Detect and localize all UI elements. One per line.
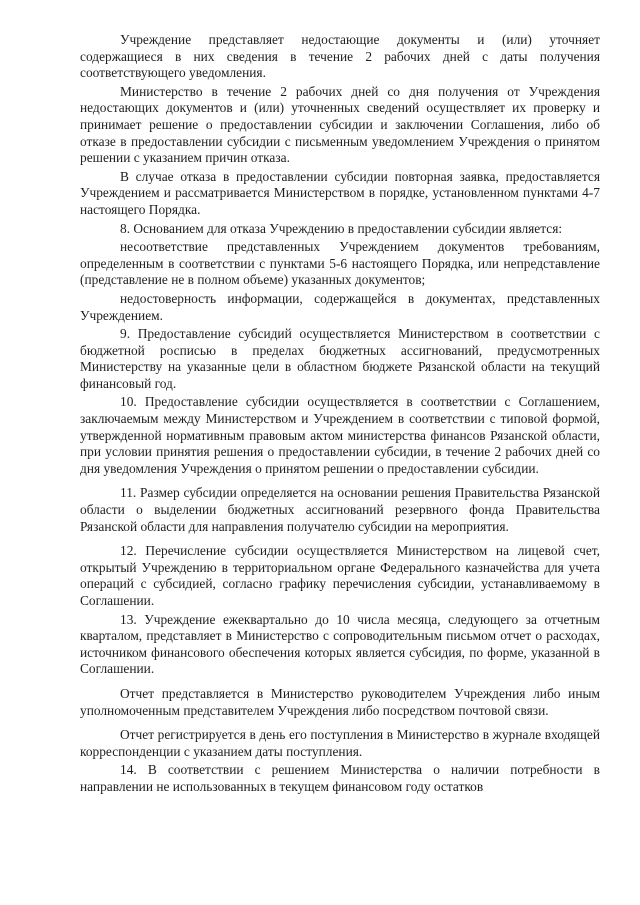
- paragraph-report-submission: Отчет представляется в Министерство руководителем Учреждения либо иным уполномоченным представителем Учреждения либо посредством почтовой связи.: [80, 685, 600, 718]
- paragraph-documents-clarification: Учреждение представляет недостающие документы и (или) уточняет содержащиеся в них сведения в течение 2 рабочих дней с даты получения соответствующего уведомления.: [80, 32, 600, 81]
- paragraph-report-registration: Отчет регистрируется в день его поступления в Министерство в журнале входящей корреспонденции с указанием даты поступления.: [80, 727, 600, 759]
- document-body: [80, 32, 600, 796]
- paragraph-item-10: 10. Предоставление субсидии осуществляется в соответствии с Соглашением, заключаемым между Министерством и Учреждением в соответствии с типовой формой, утвержденной нормативным правовым актом министерства финансов Рязанской области, при условии принятия решения о предоставлении субсидии, в течение 2 рабочих дней со дня уведомления Учреждения о принятом решении о предоставлении субсидии.: [80, 394, 600, 476]
- paragraph-item-8-unreliability: недостоверность информации, содержащейся в документах, представленных Учреждением.: [80, 290, 600, 323]
- paragraph-item-11: 11. Размер субсидии определяется на основании решения Правительства Рязанской области о выделении бюджетных ассигнований резервного фонда Правительства Рязанской области для направления получателю субсидии на мероприятия.: [80, 485, 600, 534]
- paragraph-repeat-application: В случае отказа в предоставлении субсидии повторная заявка, предоставляется Учреждением и рассматривается Министерством в порядке, установленном пунктами 4-7 настоящего Порядка.: [80, 168, 600, 217]
- paragraph-ministry-review: Министерство в течение 2 рабочих дней со дня получения от Учреждения недостающих документов и (или) уточненных сведений осуществляет их проверку и принимает решение о предоставлении субсидии и заключении Соглашения, либо об отказе в предоставлении субсидии с письменным уведомлением Учреждения о принятом решении с указанием причин отказа.: [80, 83, 600, 166]
- paragraph-item-8-noncompliance: несоответствие представленных Учреждением документов требованиям, определенным в соответствии с пунктами 5-6 настоящего Порядка, или непредставление (представление не в полном объеме) указанных документов;: [80, 239, 600, 288]
- paragraph-item-14: 14. В соответствии с решением Министерства о наличии потребности в направлении не использованных в текущем финансовом году остатков: [80, 762, 600, 794]
- paragraph-item-8: 8. Основанием для отказа Учреждению в предоставлении субсидии является:: [120, 220, 563, 236]
- paragraph-item-12: 12. Перечисление субсидии осуществляется Министерством на лицевой счет, открытый Учреждению в территориальном органе Федерального казначейства для учета операций с субсидией, согласно графику перечисления субсидии, устанавливаемому в Соглашении.: [80, 543, 600, 608]
- paragraph-item-13: 13. Учреждение ежеквартально до 10 числа месяца, следующего за отчетным кварталом, представляет в Министерство с сопроводительным письмом отчет о расходах, источником финансового обеспечения которых является субсидия, по форме, указанной в Соглашении.: [80, 611, 600, 677]
- paragraph-item-9: 9. Предоставление субсидий осуществляется Министерством в соответствии с бюджетной росписью в пределах бюджетных ассигнований, предусмотренных Министерству на указанные цели в областном бюджете Рязанской области на текущий финансовый год.: [80, 326, 600, 391]
